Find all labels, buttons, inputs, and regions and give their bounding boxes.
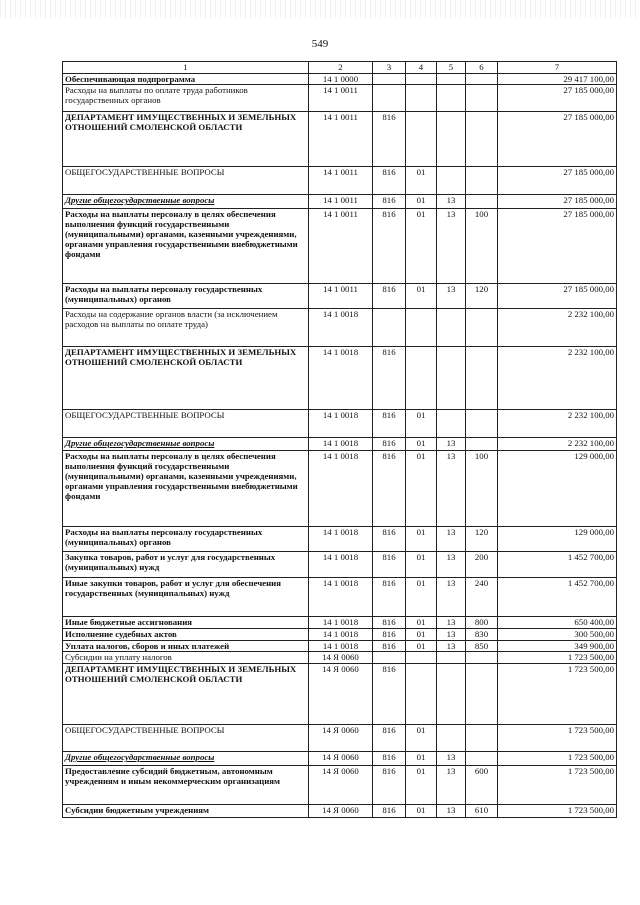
subsection-code: 13: [437, 195, 466, 209]
subsection-code: 13: [437, 752, 466, 766]
expense-type-code: [466, 112, 498, 167]
budget-table: [62, 61, 617, 818]
amount: 1 723 500,00: [498, 766, 617, 805]
subsection-code: [437, 309, 466, 347]
subsection-code: [437, 725, 466, 752]
dept-code: 816: [373, 410, 406, 438]
table-row: [63, 85, 617, 112]
expense-type-code: [466, 195, 498, 209]
dept-code: 816: [373, 752, 406, 766]
dept-code: 816: [373, 167, 406, 195]
dept-code: 816: [373, 347, 406, 410]
dept-code: 816: [373, 805, 406, 818]
amount: 27 185 000,00: [498, 85, 617, 112]
row-name: Другие общегосударственные вопросы: [63, 438, 309, 451]
target-code: 14 1 0018: [309, 527, 373, 552]
expense-type-code: [466, 85, 498, 112]
amount: 27 185 000,00: [498, 167, 617, 195]
section-code: 01: [406, 725, 437, 752]
expense-type-code: [466, 309, 498, 347]
section-code: 01: [406, 752, 437, 766]
row-name: Иные бюджетные ассигнования: [63, 617, 309, 629]
target-code: 14 1 0011: [309, 112, 373, 167]
amount: 27 185 000,00: [498, 284, 617, 309]
section-code: 01: [406, 641, 437, 652]
table-row: [63, 309, 617, 347]
amount: 2 232 100,00: [498, 347, 617, 410]
table-row: [63, 347, 617, 410]
target-code: 14 1 0018: [309, 617, 373, 629]
expense-type-code: [466, 664, 498, 725]
amount: 1 452 700,00: [498, 552, 617, 578]
row-name: ОБЩЕГОСУДАРСТВЕННЫЕ ВОПРОСЫ: [63, 410, 309, 438]
subsection-code: 13: [437, 578, 466, 617]
dept-code: 816: [373, 209, 406, 284]
table-row: [63, 209, 617, 284]
subsection-code: [437, 167, 466, 195]
table-row: [63, 664, 617, 725]
header-cell: 1: [63, 62, 309, 74]
table-row: [63, 410, 617, 438]
table-row: [63, 167, 617, 195]
table-row: [63, 195, 617, 209]
dept-code: [373, 85, 406, 112]
table-row: [63, 578, 617, 617]
header-cell: 5: [437, 62, 466, 74]
dept-code: 816: [373, 629, 406, 641]
expense-type-code: 120: [466, 527, 498, 552]
subsection-code: 13: [437, 552, 466, 578]
subsection-code: 13: [437, 641, 466, 652]
target-code: 14 1 0011: [309, 167, 373, 195]
target-code: 14 1 0011: [309, 85, 373, 112]
section-code: 01: [406, 552, 437, 578]
subsection-code: 13: [437, 805, 466, 818]
table-header-row: [63, 62, 617, 74]
dept-code: 816: [373, 451, 406, 527]
expense-type-code: 100: [466, 209, 498, 284]
row-name: ДЕПАРТАМЕНТ ИМУЩЕСТВЕННЫХ И ЗЕМЕЛЬНЫХ ОТНОШЕНИЙ СМОЛЕНСКОЙ ОБЛАСТИ: [63, 664, 309, 725]
amount: 129 000,00: [498, 527, 617, 552]
dept-code: 816: [373, 766, 406, 805]
section-code: [406, 347, 437, 410]
dept-code: 816: [373, 641, 406, 652]
dept-code: 816: [373, 112, 406, 167]
expense-type-code: [466, 725, 498, 752]
row-name: Расходы на выплаты по оплате труда работников государственных органов: [63, 85, 309, 112]
table-row: [63, 752, 617, 766]
amount: 27 185 000,00: [498, 209, 617, 284]
target-code: 14 1 0018: [309, 629, 373, 641]
amount: 650 400,00: [498, 617, 617, 629]
subsection-code: 13: [437, 284, 466, 309]
table-row: [63, 805, 617, 818]
amount: 1 452 700,00: [498, 578, 617, 617]
table-row: [63, 74, 617, 85]
amount: 2 232 100,00: [498, 410, 617, 438]
row-name: Уплата налогов, сборов и иных платежей: [63, 641, 309, 652]
amount: 129 000,00: [498, 451, 617, 527]
expense-type-code: 610: [466, 805, 498, 818]
table-row: [63, 284, 617, 309]
target-code: 14 1 0011: [309, 209, 373, 284]
dept-code: 816: [373, 438, 406, 451]
target-code: 14 1 0018: [309, 552, 373, 578]
table-row: [63, 552, 617, 578]
subsection-code: [437, 85, 466, 112]
row-name: Расходы на выплаты персоналу государственных (муниципальных) органов: [63, 527, 309, 552]
dept-code: 816: [373, 664, 406, 725]
target-code: 14 1 0018: [309, 451, 373, 527]
dept-code: 816: [373, 552, 406, 578]
target-code: 14 1 0018: [309, 309, 373, 347]
amount: 2 232 100,00: [498, 309, 617, 347]
row-name: Закупка товаров, работ и услуг для государственных (муниципальных) нужд: [63, 552, 309, 578]
amount: 1 723 500,00: [498, 664, 617, 725]
table-row: [63, 652, 617, 664]
amount: 29 417 100,00: [498, 74, 617, 85]
dept-code: 816: [373, 578, 406, 617]
expense-type-code: [466, 652, 498, 664]
subsection-code: 13: [437, 527, 466, 552]
expense-type-code: [466, 410, 498, 438]
row-name: Обеспечивающая подпрограмма: [63, 74, 309, 85]
subsection-code: [437, 347, 466, 410]
section-code: 01: [406, 766, 437, 805]
dept-code: 816: [373, 617, 406, 629]
expense-type-code: 120: [466, 284, 498, 309]
target-code: 14 Я 0060: [309, 752, 373, 766]
expense-type-code: 100: [466, 451, 498, 527]
row-name: Исполнение судебных актов: [63, 629, 309, 641]
dept-code: 816: [373, 527, 406, 552]
dept-code: [373, 74, 406, 85]
page-number: 549: [311, 38, 329, 50]
dept-code: 816: [373, 725, 406, 752]
header-cell: 4: [406, 62, 437, 74]
target-code: 14 1 0000: [309, 74, 373, 85]
subsection-code: 13: [437, 438, 466, 451]
expense-type-code: [466, 752, 498, 766]
row-name: Предоставление субсидий бюджетным, автономным учреждениям и иным некоммерческим организациям: [63, 766, 309, 805]
subsection-code: [437, 112, 466, 167]
target-code: 14 1 0011: [309, 284, 373, 309]
dept-code: 816: [373, 284, 406, 309]
row-name: Другие общегосударственные вопросы: [63, 195, 309, 209]
dept-code: 816: [373, 195, 406, 209]
section-code: 01: [406, 451, 437, 527]
section-code: 01: [406, 617, 437, 629]
target-code: 14 Я 0060: [309, 725, 373, 752]
target-code: 14 1 0018: [309, 410, 373, 438]
section-code: 01: [406, 527, 437, 552]
section-code: 01: [406, 284, 437, 309]
row-name: Субсидии бюджетным учреждениям: [63, 805, 309, 818]
expense-type-code: [466, 74, 498, 85]
table-row: [63, 725, 617, 752]
subsection-code: [437, 664, 466, 725]
row-name: ОБЩЕГОСУДАРСТВЕННЫЕ ВОПРОСЫ: [63, 167, 309, 195]
header-cell: 7: [498, 62, 617, 74]
expense-type-code: 200: [466, 552, 498, 578]
section-code: 01: [406, 209, 437, 284]
section-code: [406, 664, 437, 725]
target-code: 14 1 0018: [309, 347, 373, 410]
target-code: 14 Я 0060: [309, 652, 373, 664]
row-name: ДЕПАРТАМЕНТ ИМУЩЕСТВЕННЫХ И ЗЕМЕЛЬНЫХ ОТНОШЕНИЙ СМОЛЕНСКОЙ ОБЛАСТИ: [63, 347, 309, 410]
amount: 300 500,00: [498, 629, 617, 641]
amount: 1 723 500,00: [498, 725, 617, 752]
target-code: 14 Я 0060: [309, 766, 373, 805]
expense-type-code: 240: [466, 578, 498, 617]
expense-type-code: 830: [466, 629, 498, 641]
target-code: 14 1 0018: [309, 641, 373, 652]
table-row: [63, 438, 617, 451]
expense-type-code: 850: [466, 641, 498, 652]
amount: 349 900,00: [498, 641, 617, 652]
row-name: ДЕПАРТАМЕНТ ИМУЩЕСТВЕННЫХ И ЗЕМЕЛЬНЫХ ОТНОШЕНИЙ СМОЛЕНСКОЙ ОБЛАСТИ: [63, 112, 309, 167]
target-code: 14 1 0011: [309, 195, 373, 209]
target-code: 14 1 0018: [309, 578, 373, 617]
section-code: 01: [406, 195, 437, 209]
amount: 1 723 500,00: [498, 805, 617, 818]
header-cell: 2: [309, 62, 373, 74]
section-code: 01: [406, 167, 437, 195]
dept-code: [373, 309, 406, 347]
header-cell: 3: [373, 62, 406, 74]
table-row: [63, 527, 617, 552]
subsection-code: 13: [437, 629, 466, 641]
row-name: Расходы на выплаты персоналу в целях обеспечения выполнения функций государственными (муниципальными) органами, казенными учреждениями, органами управления государственными внебюджетными фондами: [63, 209, 309, 284]
table-row: [63, 641, 617, 652]
table-row: [63, 766, 617, 805]
subsection-code: 13: [437, 766, 466, 805]
subsection-code: [437, 652, 466, 664]
expense-type-code: 800: [466, 617, 498, 629]
target-code: 14 Я 0060: [309, 664, 373, 725]
section-code: [406, 652, 437, 664]
subsection-code: 13: [437, 617, 466, 629]
expense-type-code: [466, 167, 498, 195]
row-name: Субсидии на уплату налогов: [63, 652, 309, 664]
section-code: [406, 112, 437, 167]
expense-type-code: [466, 347, 498, 410]
row-name: Другие общегосударственные вопросы: [63, 752, 309, 766]
dept-code: [373, 652, 406, 664]
target-code: 14 Я 0060: [309, 805, 373, 818]
section-code: [406, 85, 437, 112]
amount: 1 723 500,00: [498, 652, 617, 664]
row-name: Расходы на выплаты персоналу государственных (муниципальных) органов: [63, 284, 309, 309]
row-name: Расходы на выплаты персоналу в целях обеспечения выполнения функций государственными (муниципальными) органами, казенными учреждениями, органами управления государственными внебюджетными фондами: [63, 451, 309, 527]
table-row: [63, 112, 617, 167]
subsection-code: 13: [437, 209, 466, 284]
scan-noise-strip: [0, 0, 640, 18]
table-row: [63, 451, 617, 527]
amount: 27 185 000,00: [498, 195, 617, 209]
section-code: [406, 309, 437, 347]
amount: 2 232 100,00: [498, 438, 617, 451]
row-name: Иные закупки товаров, работ и услуг для обеспечения государственных (муниципальных) нужд: [63, 578, 309, 617]
section-code: [406, 74, 437, 85]
section-code: 01: [406, 629, 437, 641]
row-name: Расходы на содержание органов власти (за исключением расходов на выплаты по оплате труда): [63, 309, 309, 347]
section-code: 01: [406, 438, 437, 451]
subsection-code: 13: [437, 451, 466, 527]
section-code: 01: [406, 410, 437, 438]
table-row: [63, 629, 617, 641]
table-row: [63, 617, 617, 629]
expense-type-code: 600: [466, 766, 498, 805]
target-code: 14 1 0018: [309, 438, 373, 451]
row-name: ОБЩЕГОСУДАРСТВЕННЫЕ ВОПРОСЫ: [63, 725, 309, 752]
amount: 27 185 000,00: [498, 112, 617, 167]
section-code: 01: [406, 578, 437, 617]
section-code: 01: [406, 805, 437, 818]
expense-type-code: [466, 438, 498, 451]
header-cell: 6: [466, 62, 498, 74]
subsection-code: [437, 74, 466, 85]
subsection-code: [437, 410, 466, 438]
amount: 1 723 500,00: [498, 752, 617, 766]
